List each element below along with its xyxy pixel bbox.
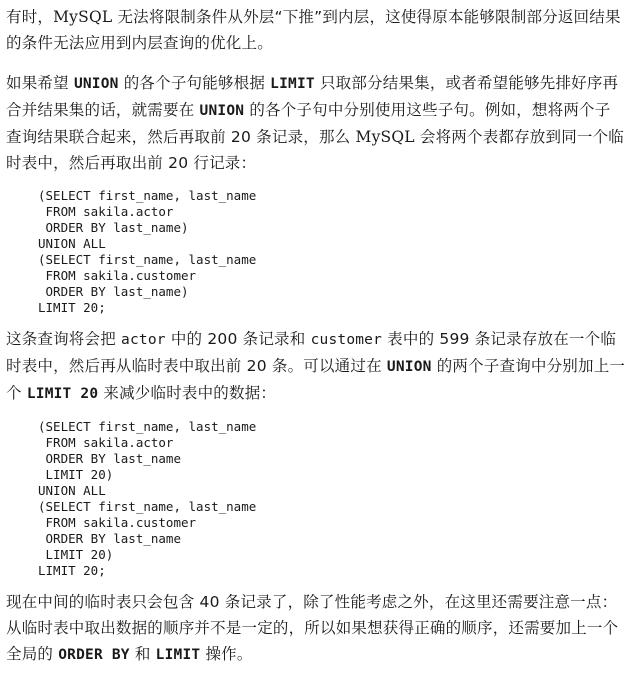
document-page [6, 4, 626, 668]
text: 操作。 [200, 645, 253, 663]
text: 表中的 599 条记录存放在一个临时表中，然后再从临时表中取出前 20 条。可以通过在 [6, 330, 617, 375]
limit-keyword: LIMIT [155, 647, 201, 663]
text: 的各个子句中分别使用这些子句。例如，想将两个子查询结果联合起来，然后再取前 20 条记录，那么 [6, 101, 611, 146]
text: 和 [129, 645, 156, 663]
paragraph-global-order [6, 589, 626, 668]
mysql-term: MySQL [53, 8, 113, 26]
text: 有时， [6, 8, 54, 26]
union-keyword: UNION [386, 359, 432, 375]
paragraph-temp-table [6, 326, 626, 407]
paragraph-union-limit [6, 70, 626, 176]
paragraph-limit-pushdown [6, 4, 626, 56]
text: 来减少临时表中的数据： [98, 384, 277, 402]
order-by-keyword: ORDER BY [58, 647, 130, 663]
union-keyword: UNION [73, 76, 119, 92]
code-block-union-all: (SELECT first_name, last_name FROM sakila.actor ORDER BY last_name) UNION ALL (SELECT first_name, last_name FROM sakila.customer ORDER BY last_name) LIMIT 20; [38, 188, 257, 315]
text: 如果希望 [6, 74, 74, 92]
mysql-term: MySQL [355, 128, 415, 146]
text: 的各个子句能够根据 [118, 74, 271, 92]
text: 会将两个表都存放到同一个临时表中，然后再取出前 20 行记录： [6, 128, 624, 172]
union-keyword: UNION [199, 103, 245, 119]
actor-term: actor [121, 332, 166, 348]
limit-20-keyword: LIMIT 20 [26, 386, 99, 402]
text: 的两个子查询中分别加上一个 [6, 357, 626, 402]
text: 只取部分结果集，或者希望能够先排好序再合并结果集的话，就需要在 [6, 74, 619, 119]
customer-term: customer [310, 332, 383, 348]
code-block-union-limit: (SELECT first_name, last_name FROM sakila.actor ORDER BY last_name LIMIT 20) UNION ALL (SELECT first_name, last_name FROM sakila.customer ORDER BY last_name LIMIT 20) LIMIT 20; [38, 419, 257, 578]
text: 这条查询将会把 [6, 330, 122, 348]
text: 现在中间的临时表只会包含 40 条记录了，除了性能考虑之外，在这里还需要注意一点：从临时表中取出数据的顺序并不是一定的，所以如果想获得正确的顺序，还需要加上一个全局的 [6, 593, 619, 663]
limit-keyword: LIMIT [270, 76, 315, 92]
text: 中的 200 条记录和 [165, 330, 311, 348]
text: 无法将限制条件从外层“下推”到内层，这使得原本能够限制部分返回结果的条件无法应用到内层查询的优化上。 [6, 8, 621, 52]
